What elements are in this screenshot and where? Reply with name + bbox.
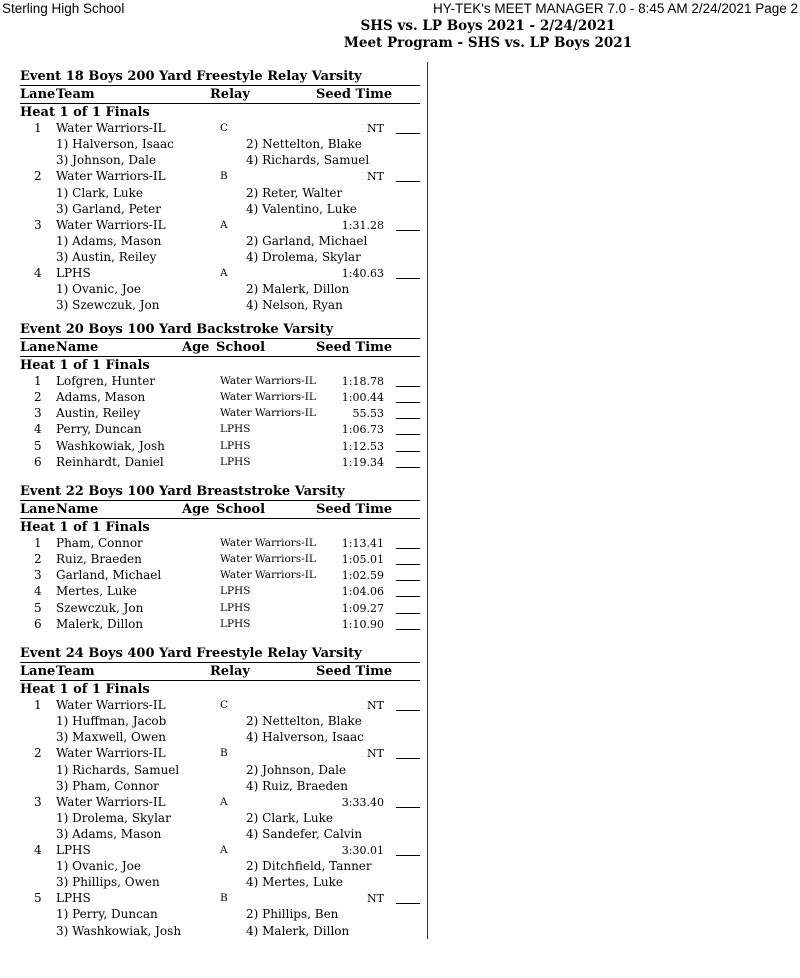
swimmer-name: Lofgren, Hunter (56, 374, 156, 389)
swimmer-entry (20, 536, 420, 552)
relay-swimmers (20, 234, 420, 250)
lane-number: 5 (34, 891, 42, 906)
software-stamp: HY-TEK's MEET MANAGER 7.0 - 8:45 AM 2/24/2021 Page 2 (432, 1, 798, 16)
column-label: Age (182, 340, 210, 355)
relay-swimmer: 3) Garland, Peter (56, 201, 161, 216)
relay-swimmer: 4) Nelson, Ryan (246, 298, 343, 313)
relay-swimmers (20, 298, 420, 314)
lane-number: 5 (34, 600, 42, 615)
swimmer-name: Washkowiak, Josh (56, 438, 165, 453)
result-blank (396, 903, 420, 904)
team-name: Water Warriors-IL (56, 121, 166, 136)
seed-time: 3:30.01 (341, 844, 384, 857)
swimmer-entry (20, 584, 420, 600)
relay-letter: C (220, 122, 229, 135)
column-label: Seed Time (316, 664, 393, 679)
seed-time: 1:04.06 (341, 585, 384, 599)
lane-number: 3 (34, 794, 42, 809)
lane-number: 4 (34, 584, 42, 599)
team-name: LPHS (56, 891, 91, 906)
relay-swimmer: 4) Drolema, Skylar (246, 249, 361, 264)
relay-swimmer: 3) Washkowiak, Josh (56, 923, 182, 938)
result-blank (396, 596, 420, 597)
relay-letter: C (220, 699, 229, 712)
seed-time: 3:33.40 (341, 795, 384, 809)
column-label: Seed Time (316, 87, 393, 102)
team-name: Water Warriors-IL (56, 698, 166, 713)
relay-swimmer: 1) Ovanic, Joe (56, 282, 141, 297)
relay-swimmers (20, 730, 420, 746)
relay-letter: B (220, 892, 228, 905)
relay-swimmer: 1) Clark, Luke (56, 185, 144, 200)
relay-swimmer: 2) Phillips, Ben (246, 907, 339, 922)
seed-time: 1:10.90 (341, 617, 384, 631)
swimmer-name: Perry, Duncan (56, 422, 142, 437)
event-title: Event 24 Boys 400 Yard Freestyle Relay Varsity (20, 646, 420, 661)
result-blank (396, 629, 420, 630)
relay-swimmers (20, 282, 420, 298)
school-name: LPHS (220, 585, 251, 598)
seed-time: 1:05.01 (341, 553, 384, 567)
heat-label: Heat 1 of 1 Finals (20, 682, 150, 697)
lane-number: 5 (34, 438, 42, 453)
relay-swimmer: 3) Adams, Mason (56, 826, 162, 841)
heat-label: Heat 1 of 1 Finals (20, 520, 150, 535)
team-name: Water Warriors-IL (56, 794, 166, 809)
swimmer-entry (20, 439, 420, 455)
lane-number: 4 (34, 266, 42, 280)
seed-time: 1:31.28 (341, 218, 384, 232)
column-label: Team (56, 87, 95, 102)
school-name: Sterling High School (2, 1, 125, 16)
swimmer-entry (20, 390, 420, 406)
relay-letter: A (220, 795, 228, 808)
school-name: Water Warriors-IL (220, 407, 316, 420)
school-name: LPHS (220, 601, 251, 614)
relay-swimmer: 2) Johnson, Dale (246, 762, 347, 777)
relay-swimmer: 1) Ovanic, Joe (56, 859, 141, 874)
result-blank (396, 613, 420, 614)
lane-number: 6 (34, 454, 42, 469)
swimmer-name: Austin, Reiley (56, 406, 141, 421)
seed-time: 1:18.78 (341, 375, 384, 389)
event-title: Event 20 Boys 100 Yard Backstroke Varsity (20, 322, 420, 337)
result-blank (396, 434, 420, 435)
result-blank (396, 402, 420, 403)
column-header (20, 340, 420, 356)
swimmer-entry (20, 422, 420, 438)
seed-time: NT (367, 747, 384, 761)
relay-letter: A (220, 267, 228, 279)
relay-entry (20, 218, 420, 234)
relay-letter: A (220, 218, 228, 231)
school-name: LPHS (220, 455, 251, 468)
seed-time: 1:00.44 (341, 391, 384, 405)
seed-time: 1:19.34 (341, 455, 384, 469)
seed-time: NT (367, 699, 384, 713)
column-label: Name (56, 502, 99, 517)
result-blank (396, 855, 420, 856)
lane-number: 6 (34, 616, 42, 631)
relay-swimmer: 1) Drolema, Skylar (56, 810, 171, 825)
relay-swimmer: 1) Perry, Duncan (56, 907, 158, 922)
result-blank (396, 181, 420, 182)
relay-swimmer: 2) Nettelton, Blake (246, 714, 362, 729)
relay-swimmer: 3) Johnson, Dale (56, 153, 157, 168)
relay-swimmer: 2) Garland, Michael (246, 233, 368, 248)
relay-entry (20, 121, 420, 137)
seed-time: 1:12.53 (341, 439, 384, 453)
lane-number: 2 (34, 552, 42, 567)
relay-swimmers (20, 250, 420, 266)
relay-swimmer: 4) Malerk, Dillon (246, 923, 350, 938)
school-name: Water Warriors-IL (220, 569, 316, 582)
relay-swimmer: 3) Phillips, Owen (56, 875, 160, 890)
relay-swimmers (20, 714, 420, 730)
heat-label: Heat 1 of 1 Finals (20, 358, 150, 373)
relay-swimmer: 1) Adams, Mason (56, 233, 162, 248)
heat-label: Heat 1 of 1 Finals (20, 105, 150, 120)
team-name: Water Warriors-IL (56, 217, 166, 232)
relay-swimmer: 4) Ruiz, Braeden (246, 778, 349, 793)
team-name: Water Warriors-IL (56, 169, 166, 184)
relay-swimmers (20, 186, 420, 202)
team-name: Water Warriors-IL (56, 746, 166, 761)
swimmer-name: Adams, Mason (56, 390, 146, 405)
column-header (20, 87, 420, 103)
relay-swimmer: 2) Malerk, Dillon (246, 282, 350, 297)
swimmer-entry (20, 406, 420, 422)
swimmer-name: Reinhardt, Daniel (56, 454, 164, 469)
column-label: School (216, 340, 266, 355)
relay-entry (20, 266, 420, 282)
relay-swimmer: 1) Halverson, Isaac (56, 137, 174, 152)
relay-swimmer: 3) Austin, Reiley (56, 249, 157, 264)
relay-swimmer: 4) Mertes, Luke (246, 875, 344, 890)
relay-letter: B (220, 170, 228, 183)
result-blank (396, 807, 420, 808)
swimmer-entry (20, 374, 420, 390)
school-name: Water Warriors-IL (220, 391, 316, 404)
lane-number: 2 (34, 390, 42, 405)
seed-time: 1:40.63 (341, 267, 384, 280)
relay-swimmers (20, 137, 420, 153)
relay-entry (20, 746, 420, 762)
swimmer-name: Szewczuk, Jon (56, 600, 144, 615)
result-blank (396, 386, 420, 387)
swimmer-entry (20, 601, 420, 617)
column-label: School (216, 502, 266, 517)
swimmer-name: Ruiz, Braeden (56, 552, 142, 567)
result-blank (396, 133, 420, 134)
relay-swimmers (20, 202, 420, 218)
meet-title: SHS vs. LP Boys 2021 - 2/24/2021 (360, 18, 616, 34)
column-header (20, 502, 420, 518)
relay-swimmer: 2) Ditchfield, Tanner (246, 859, 372, 874)
relay-swimmers (20, 779, 420, 795)
relay-swimmer: 3) Maxwell, Owen (56, 730, 166, 745)
relay-swimmer: 2) Nettelton, Blake (246, 137, 362, 152)
lane-number: 3 (34, 568, 42, 583)
relay-swimmers (20, 827, 420, 843)
seed-time: 1:06.73 (341, 423, 384, 437)
swimmer-entry (20, 617, 420, 633)
relay-swimmers (20, 875, 420, 891)
swimmer-name: Garland, Michael (56, 568, 162, 583)
lane-number: 1 (34, 121, 42, 136)
relay-entry (20, 169, 420, 185)
lane-number: 3 (34, 217, 42, 232)
relay-entry (20, 795, 420, 811)
relay-entry (20, 843, 420, 859)
relay-swimmer: 4) Halverson, Isaac (246, 730, 364, 745)
column-label: Lane (20, 87, 56, 102)
seed-time: NT (367, 122, 384, 136)
seed-time: 1:02.59 (341, 569, 384, 583)
column-label: Seed Time (316, 502, 393, 517)
column-divider (427, 62, 428, 939)
result-blank (396, 230, 420, 231)
meet-subtitle: Meet Program - SHS vs. LP Boys 2021 (343, 35, 633, 51)
event-title: Event 18 Boys 200 Yard Freestyle Relay Varsity (20, 69, 420, 84)
lane-number: 4 (34, 843, 42, 857)
result-blank (396, 418, 420, 419)
seed-time: 55.53 (352, 407, 384, 421)
relay-swimmer: 4) Sandefer, Calvin (246, 826, 363, 841)
relay-swimmers (20, 811, 420, 827)
column-label: Name (56, 340, 99, 355)
result-blank (396, 564, 420, 565)
relay-swimmers (20, 907, 420, 923)
lane-number: 1 (34, 536, 42, 551)
relay-letter: A (220, 844, 228, 856)
relay-letter: B (220, 747, 228, 760)
school-name: LPHS (220, 617, 251, 630)
team-name: LPHS (56, 266, 91, 280)
event-title: Event 22 Boys 100 Yard Breaststroke Varsity (20, 484, 420, 499)
column-label: Lane (20, 502, 56, 517)
seed-time: NT (367, 892, 384, 906)
relay-swimmer: 1) Huffman, Jacob (56, 714, 167, 729)
result-blank (396, 710, 420, 711)
relay-entry (20, 698, 420, 714)
relay-swimmers (20, 153, 420, 169)
result-blank (396, 467, 420, 468)
result-blank (396, 451, 420, 452)
swimmer-name: Malerk, Dillon (56, 616, 144, 631)
column-label: Seed Time (316, 340, 393, 355)
result-blank (396, 580, 420, 581)
result-blank (396, 278, 420, 279)
column-label: Age (182, 502, 210, 517)
column-header (20, 664, 420, 680)
swimmer-name: Pham, Connor (56, 536, 143, 551)
relay-swimmer: 1) Richards, Samuel (56, 762, 180, 777)
lane-number: 2 (34, 746, 42, 761)
school-name: LPHS (220, 439, 251, 452)
column-label: Team (56, 664, 95, 679)
result-blank (396, 758, 420, 759)
relay-swimmer: 4) Valentino, Luke (246, 201, 357, 216)
swimmer-entry (20, 568, 420, 584)
relay-swimmers (20, 763, 420, 779)
relay-swimmers (20, 859, 420, 875)
school-name: Water Warriors-IL (220, 375, 316, 388)
lane-number: 1 (34, 374, 42, 389)
lane-number: 4 (34, 422, 42, 437)
column-label: Relay (210, 87, 250, 102)
relay-swimmer: 3) Pham, Connor (56, 778, 159, 793)
seed-time: 1:09.27 (341, 601, 384, 615)
swimmer-entry (20, 455, 420, 471)
relay-swimmer: 2) Clark, Luke (246, 810, 334, 825)
swimmer-name: Mertes, Luke (56, 584, 137, 599)
lane-number: 3 (34, 406, 42, 421)
school-name: LPHS (220, 423, 251, 436)
relay-entry (20, 891, 420, 907)
relay-swimmers (20, 924, 420, 940)
lane-number: 1 (34, 698, 42, 713)
team-name: LPHS (56, 843, 91, 857)
seed-time: NT (367, 170, 384, 184)
result-blank (396, 548, 420, 549)
relay-swimmer: 3) Szewczuk, Jon (56, 298, 160, 313)
seed-time: 1:13.41 (341, 537, 384, 551)
column-label: Lane (20, 664, 56, 679)
relay-swimmer: 4) Richards, Samuel (246, 153, 370, 168)
lane-number: 2 (34, 169, 42, 184)
school-name: Water Warriors-IL (220, 553, 316, 566)
swimmer-entry (20, 552, 420, 568)
relay-swimmer: 2) Reter, Walter (246, 185, 343, 200)
school-name: Water Warriors-IL (220, 537, 316, 550)
column-label: Relay (210, 664, 250, 679)
column-label: Lane (20, 340, 56, 355)
